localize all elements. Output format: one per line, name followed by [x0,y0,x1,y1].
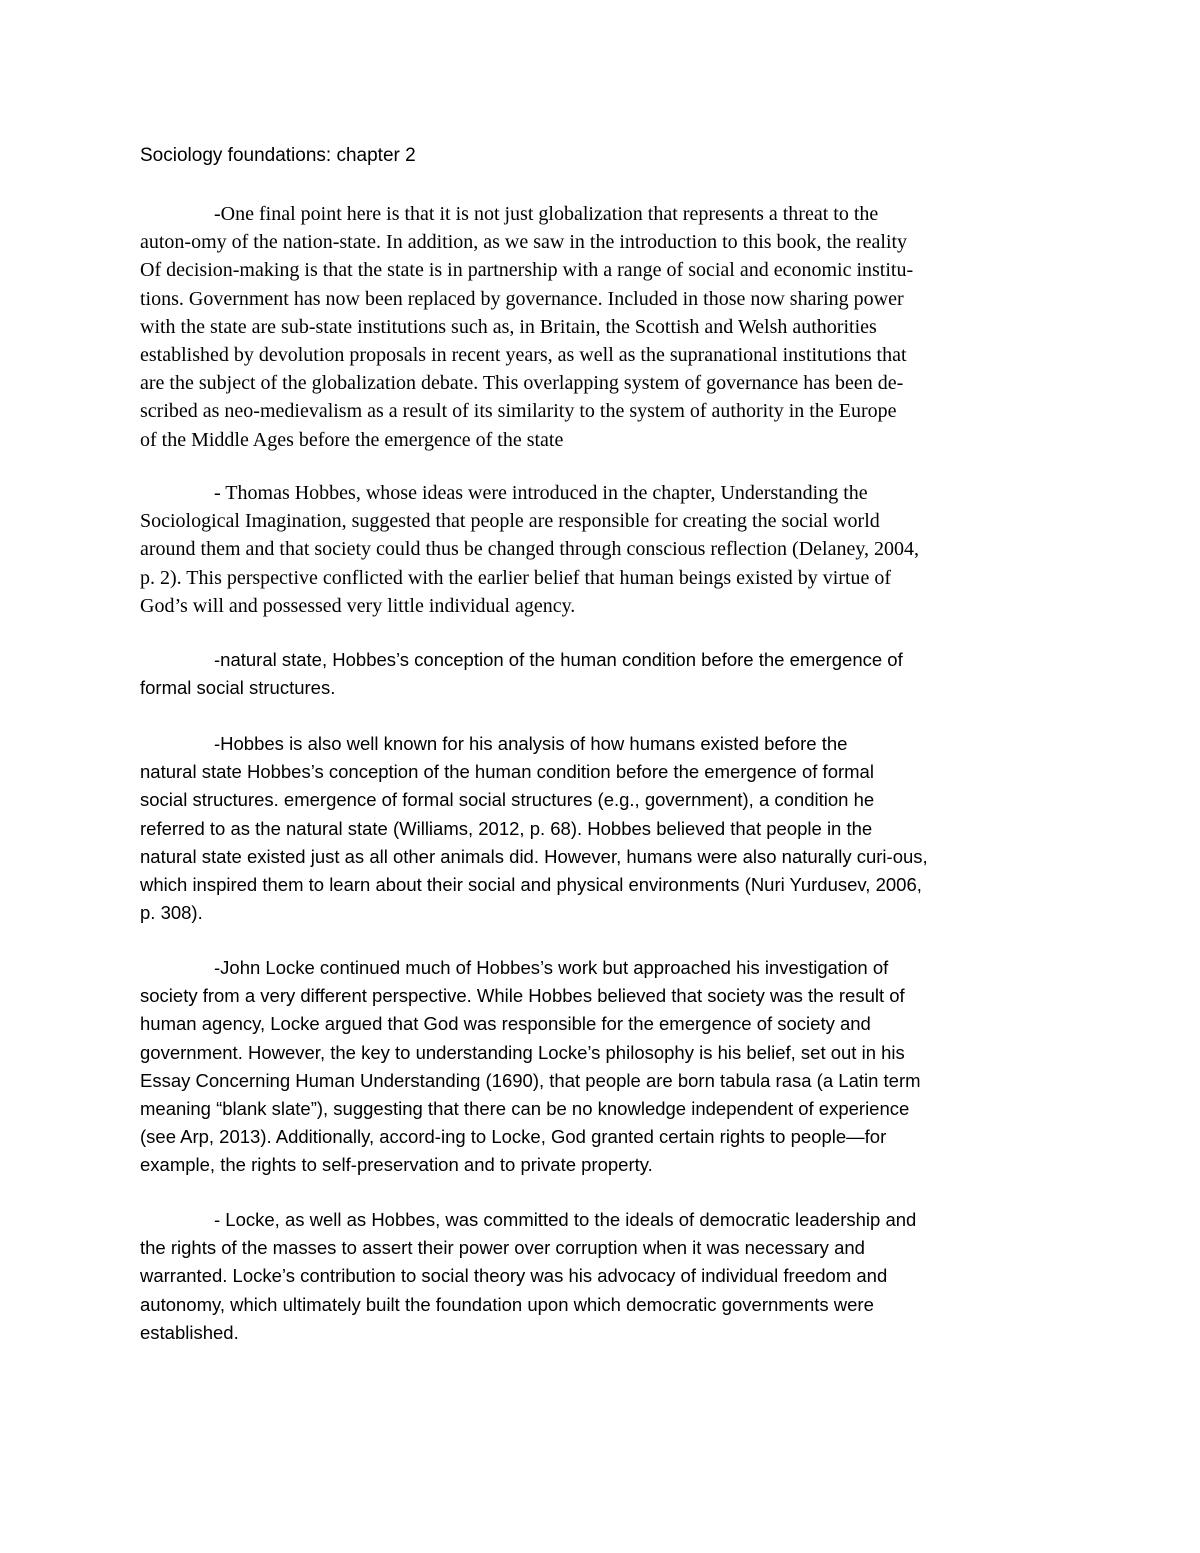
paragraph-line: with the state are sub-state institutions such as, in Britain, the Scottish and Welsh authorities [140,315,877,338]
paragraph-line: established. [140,1321,239,1343]
paragraph-line: Sociological Imagination, suggested that people are responsible for creating the social world [140,510,880,533]
paragraph-line: scribed as neo-medievalism as a result of its similarity to the system of authority in the Europe [140,400,897,423]
paragraph-line: auton-omy of the nation-state. In addition, as we saw in the introduction to this book, the reality [140,231,908,254]
paragraph-natural-state [140,646,1066,702]
paragraph-line: p. 2). This perspective conflicted with the earlier belief that human beings existed by virtue of [140,566,892,589]
paragraph-hobbes-imagination [140,479,1066,620]
paragraph-line: -Hobbes is also well known for his analysis of how humans existed before the [214,733,848,754]
paragraph-line: referred to as the natural state (Williams, 2012, p. 68). Hobbes believed that people in the [140,817,873,839]
paragraph-locke-perspective [140,954,1066,1180]
paragraph-line: formal social structures. [140,677,336,699]
paragraph-line: which inspired them to learn about their social and physical environments (Nuri Yurdusev, 2006, [140,874,922,896]
paragraph-line: human agency, Locke argued that God was responsible for the emergence of society and [140,1013,871,1035]
paragraph-line: natural state Hobbes’s conception of the human condition before the emergence of formal [140,761,874,783]
paragraph-line: - Thomas Hobbes, whose ideas were introduced in the chapter, Understanding the [214,482,868,504]
paragraph-line: meaning “blank slate”), suggesting that there can be no knowledge independent of experience [140,1098,910,1120]
paragraph-line: Essay Concerning Human Understanding (1690), that people are born tabula rasa (a Latin term [140,1069,921,1091]
paragraph-line: p. 308). [140,902,203,924]
paragraph-hobbes-analysis [140,730,1066,927]
paragraph-line: Of decision-making is that the state is in partnership with a range of social and economic institu- [140,259,914,282]
paragraph-line: the rights of the masses to assert their power over corruption when it was necessary and [140,1237,865,1259]
paragraph-globalization [140,200,1066,454]
paragraph-line: -natural state, Hobbes’s conception of the human condition before the emergence of [214,649,903,670]
paragraph-line: of the Middle Ages before the emergence of the state [140,428,564,451]
paragraph-line: society from a very different perspective. While Hobbes believed that society was the result of [140,985,905,1007]
paragraph-line: autonomy, which ultimately built the foundation upon which democratic governments were [140,1293,874,1315]
paragraph-line: -John Locke continued much of Hobbes’s work but approached his investigation of [214,957,889,978]
paragraph-line: natural state existed just as all other animals did. However, humans were also naturally curi-ous, [140,845,928,867]
paragraph-line: tions. Government has now been replaced by governance. Included in those now sharing power [140,287,904,310]
paragraph-line: - Locke, as well as Hobbes, was committed to the ideals of democratic leadership and [214,1209,917,1230]
paragraph-line: (see Arp, 2013). Additionally, accord-ing to Locke, God granted certain rights to people—for [140,1126,887,1148]
paragraph-line: established by devolution proposals in recent years, as well as the supranational institutions that [140,344,907,367]
paragraph-line: around them and that society could thus be changed through conscious reflection (Delaney, 2004, [140,538,920,561]
paragraph-line: warranted. Locke’s contribution to social theory was his advocacy of individual freedom and [140,1265,888,1287]
paragraph-line: government. However, the key to understanding Locke’s philosophy is his belief, set out in his [140,1041,905,1063]
paragraph-line: social structures. emergence of formal social structures (e.g., government), a condition he [140,789,875,811]
document-title: Sociology foundations: chapter 2 [140,145,416,166]
paragraph-line: example, the rights to self-preservation and to private property. [140,1154,653,1176]
paragraph-line: God’s will and possessed very little individual agency. [140,594,576,617]
paragraph-line: -One final point here is that it is not just globalization that represents a threat to the [214,203,879,225]
paragraph-locke-democracy [140,1206,1066,1347]
paragraph-line: are the subject of the globalization debate. This overlapping system of governance has been de- [140,372,904,395]
